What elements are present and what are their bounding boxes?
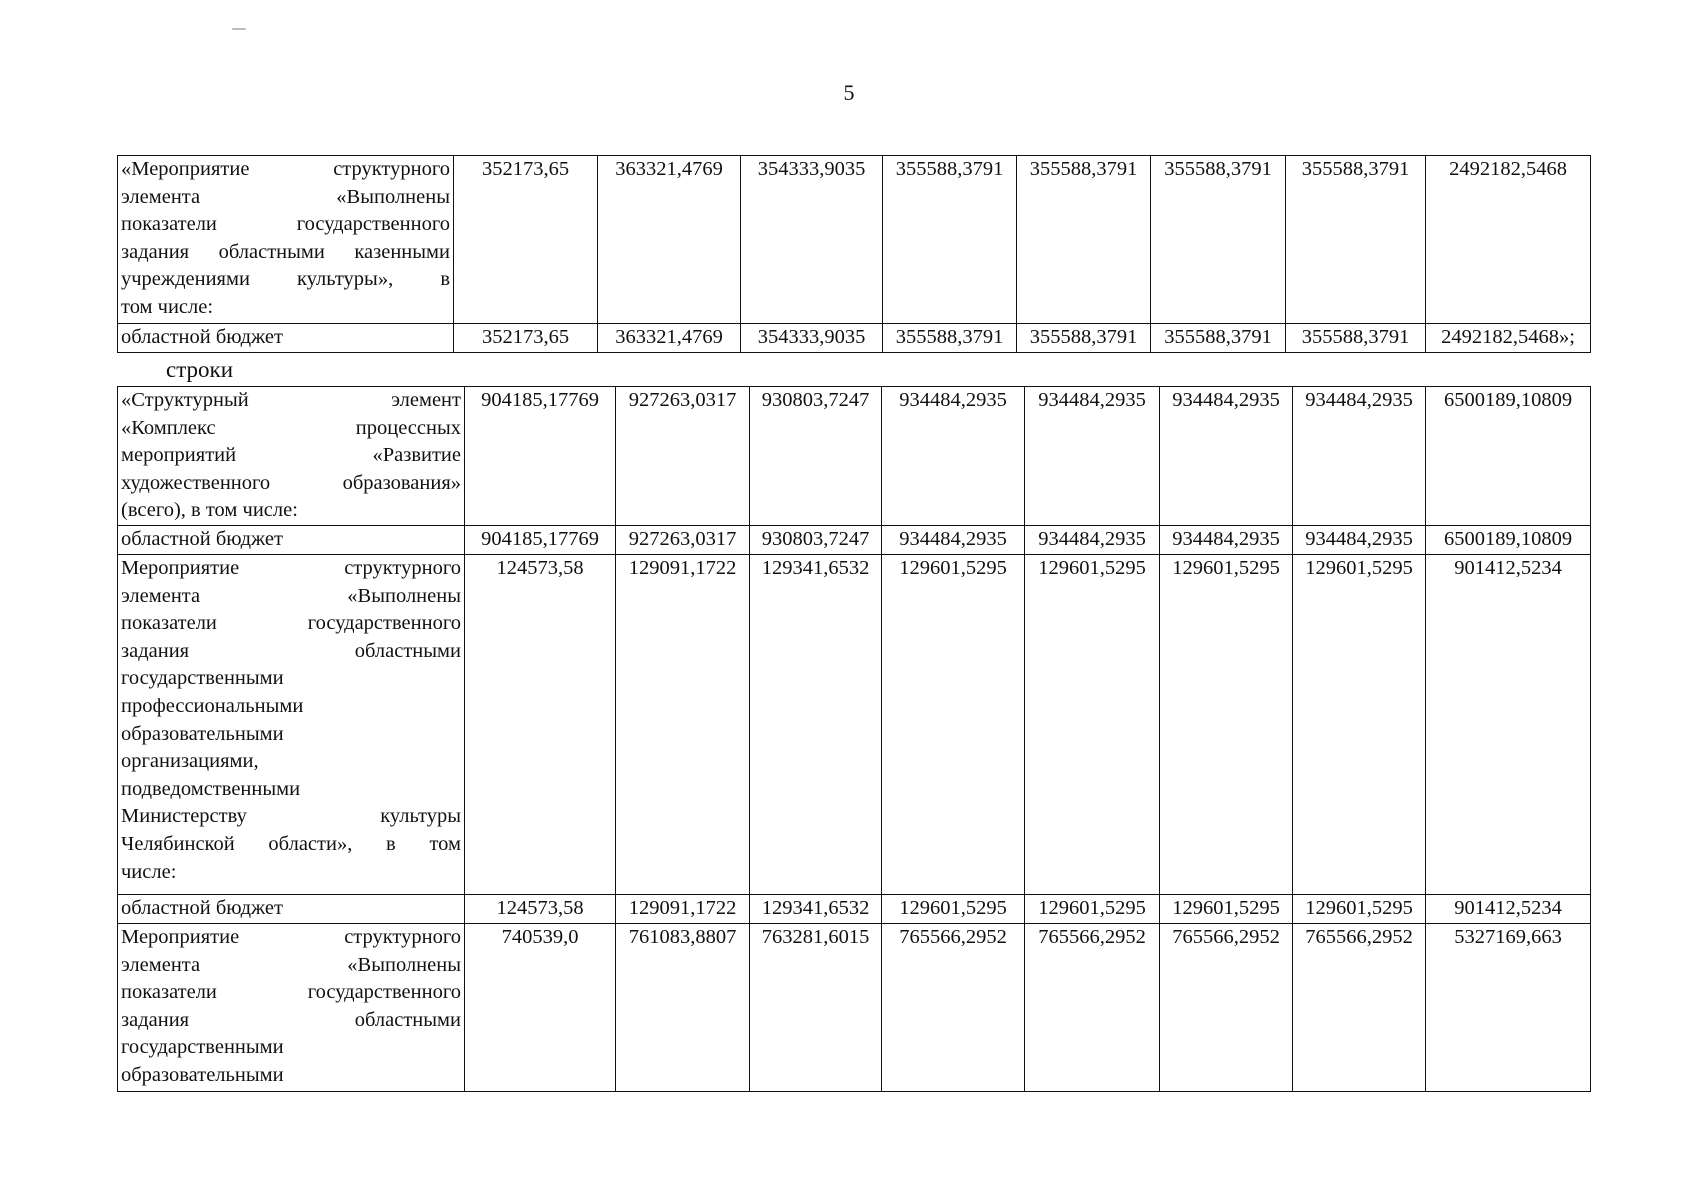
value-cell-col-8: 5327169,663	[1426, 923, 1591, 1091]
row-name-line: показатели государственного	[121, 981, 461, 1004]
table-row	[118, 554, 1591, 894]
row-name-line: (всего), в том числе:	[121, 499, 298, 522]
value-cell-col-7: 129601,5295	[1293, 894, 1426, 923]
value-cell-col-7: 129601,5295	[1293, 554, 1426, 894]
value-cell-col-2: 129091,1722	[616, 554, 750, 894]
row-name-line: образовательными	[121, 1063, 284, 1086]
row-name-line: государственными	[121, 1036, 284, 1059]
row-name-line: показатели государственного	[121, 213, 450, 236]
value-cell-col-3: 930803,7247	[750, 387, 882, 526]
value-cell-col-8: 901412,5234	[1426, 554, 1591, 894]
table-row	[118, 894, 1591, 923]
row-name-cell	[118, 387, 465, 526]
value-cell-col-7: 355588,3791	[1286, 156, 1426, 324]
row-name-line: элемента «Выполнены	[121, 953, 461, 976]
row-name-cell	[118, 525, 465, 554]
value-cell-col-6: 765566,2952	[1160, 923, 1293, 1091]
row-name-cell	[118, 894, 465, 923]
table-row	[118, 525, 1591, 554]
value-cell-col-1: 740539,0	[465, 923, 616, 1091]
value-cell-col-7: 355588,3791	[1286, 324, 1426, 353]
value-cell-col-1: 124573,58	[465, 554, 616, 894]
value-cell-col-6: 129601,5295	[1160, 554, 1293, 894]
row-name-line: мероприятий «Развитие	[121, 444, 461, 467]
row-name-line: показатели государственного	[121, 612, 461, 635]
row-name-line: профессиональными	[121, 694, 304, 717]
budget-table-replaced	[117, 155, 1591, 353]
value-cell-col-1: 904185,17769	[465, 387, 616, 526]
value-cell-col-2: 363321,4769	[598, 156, 741, 324]
value-cell-col-5: 355588,3791	[1017, 156, 1151, 324]
value-cell-col-3: 354333,9035	[741, 324, 883, 353]
table-row	[118, 387, 1591, 526]
value-cell-col-2: 927263,0317	[616, 525, 750, 554]
row-name-line: областной бюджет	[121, 896, 283, 919]
value-cell-col-4: 765566,2952	[882, 923, 1025, 1091]
row-name-line: задания областными	[121, 639, 461, 662]
value-cell-col-4: 934484,2935	[882, 387, 1025, 526]
value-cell-col-5: 129601,5295	[1025, 554, 1160, 894]
row-name-line: Мероприятие структурного	[121, 556, 461, 579]
value-cell-col-1: 352173,65	[454, 156, 598, 324]
value-cell-col-4: 355588,3791	[883, 156, 1017, 324]
row-name-line: задания областными	[121, 1008, 461, 1031]
value-cell-col-5: 129601,5295	[1025, 894, 1160, 923]
row-name-line: задания областными казенными	[121, 240, 450, 263]
scan-artifact-mark	[232, 28, 246, 30]
section-label-rows: строки	[166, 357, 234, 382]
row-name-line: Министерству культуры	[121, 805, 461, 828]
table-row	[118, 324, 1591, 353]
row-name-line: том числе:	[121, 295, 214, 318]
value-cell-col-5: 934484,2935	[1025, 387, 1160, 526]
row-name-line: «Мероприятие структурного	[121, 158, 450, 180]
row-name-line: учреждениями культуры», в	[121, 268, 450, 291]
row-name-line: художественного образования»	[121, 471, 461, 494]
value-cell-col-6: 355588,3791	[1151, 156, 1286, 324]
row-name-line: «Структурный элемент	[121, 389, 461, 411]
row-name-line: образовательными	[121, 722, 284, 745]
row-name-cell	[118, 156, 454, 324]
value-cell-col-1: 124573,58	[465, 894, 616, 923]
value-cell-col-6: 934484,2935	[1160, 525, 1293, 554]
value-cell-col-2: 363321,4769	[598, 324, 741, 353]
row-name-line: подведомственными	[121, 777, 301, 800]
value-cell-col-8: 6500189,10809	[1426, 387, 1591, 526]
value-cell-col-8: 2492182,5468»;	[1426, 324, 1591, 353]
value-cell-col-6: 355588,3791	[1151, 324, 1286, 353]
value-cell-col-8: 6500189,10809	[1426, 525, 1591, 554]
value-cell-col-2: 761083,8807	[616, 923, 750, 1091]
value-cell-col-6: 934484,2935	[1160, 387, 1293, 526]
value-cell-col-2: 927263,0317	[616, 387, 750, 526]
row-name-line: областной бюджет	[121, 527, 283, 550]
value-cell-col-4: 129601,5295	[882, 894, 1025, 923]
row-name-line: областной бюджет	[121, 326, 283, 348]
value-cell-col-5: 765566,2952	[1025, 923, 1160, 1091]
value-cell-col-7: 765566,2952	[1293, 923, 1426, 1091]
value-cell-col-1: 904185,17769	[465, 525, 616, 554]
value-cell-col-7: 934484,2935	[1293, 525, 1426, 554]
row-name-line: числе:	[121, 860, 177, 883]
page-number: 5	[843, 80, 855, 105]
row-name-line: государственными	[121, 667, 284, 690]
row-name-line: «Комплекс процессных	[121, 416, 461, 439]
row-name-line: Мероприятие структурного	[121, 925, 461, 948]
value-cell-col-4: 934484,2935	[882, 525, 1025, 554]
value-cell-col-7: 934484,2935	[1293, 387, 1426, 526]
row-name-line: организациями,	[121, 750, 259, 773]
row-name-line: Челябинской области», в том	[121, 832, 461, 855]
value-cell-col-4: 355588,3791	[883, 324, 1017, 353]
value-cell-col-3: 930803,7247	[750, 525, 882, 554]
value-cell-col-3: 354333,9035	[741, 156, 883, 324]
budget-table-new-rows	[117, 386, 1591, 1092]
row-name-line: элемента «Выполнены	[121, 584, 461, 607]
table-row	[118, 923, 1591, 1091]
value-cell-col-3: 129341,6532	[750, 554, 882, 894]
value-cell-col-2: 129091,1722	[616, 894, 750, 923]
value-cell-col-3: 763281,6015	[750, 923, 882, 1091]
value-cell-col-6: 129601,5295	[1160, 894, 1293, 923]
value-cell-col-8: 901412,5234	[1426, 894, 1591, 923]
row-name-cell	[118, 923, 465, 1091]
value-cell-col-5: 355588,3791	[1017, 324, 1151, 353]
row-name-cell	[118, 324, 454, 353]
value-cell-col-1: 352173,65	[454, 324, 598, 353]
row-name-cell	[118, 554, 465, 894]
value-cell-col-4: 129601,5295	[882, 554, 1025, 894]
row-name-line: элемента «Выполнены	[121, 185, 450, 208]
value-cell-col-5: 934484,2935	[1025, 525, 1160, 554]
value-cell-col-3: 129341,6532	[750, 894, 882, 923]
table-row	[118, 156, 1591, 324]
value-cell-col-8: 2492182,5468	[1426, 156, 1591, 324]
